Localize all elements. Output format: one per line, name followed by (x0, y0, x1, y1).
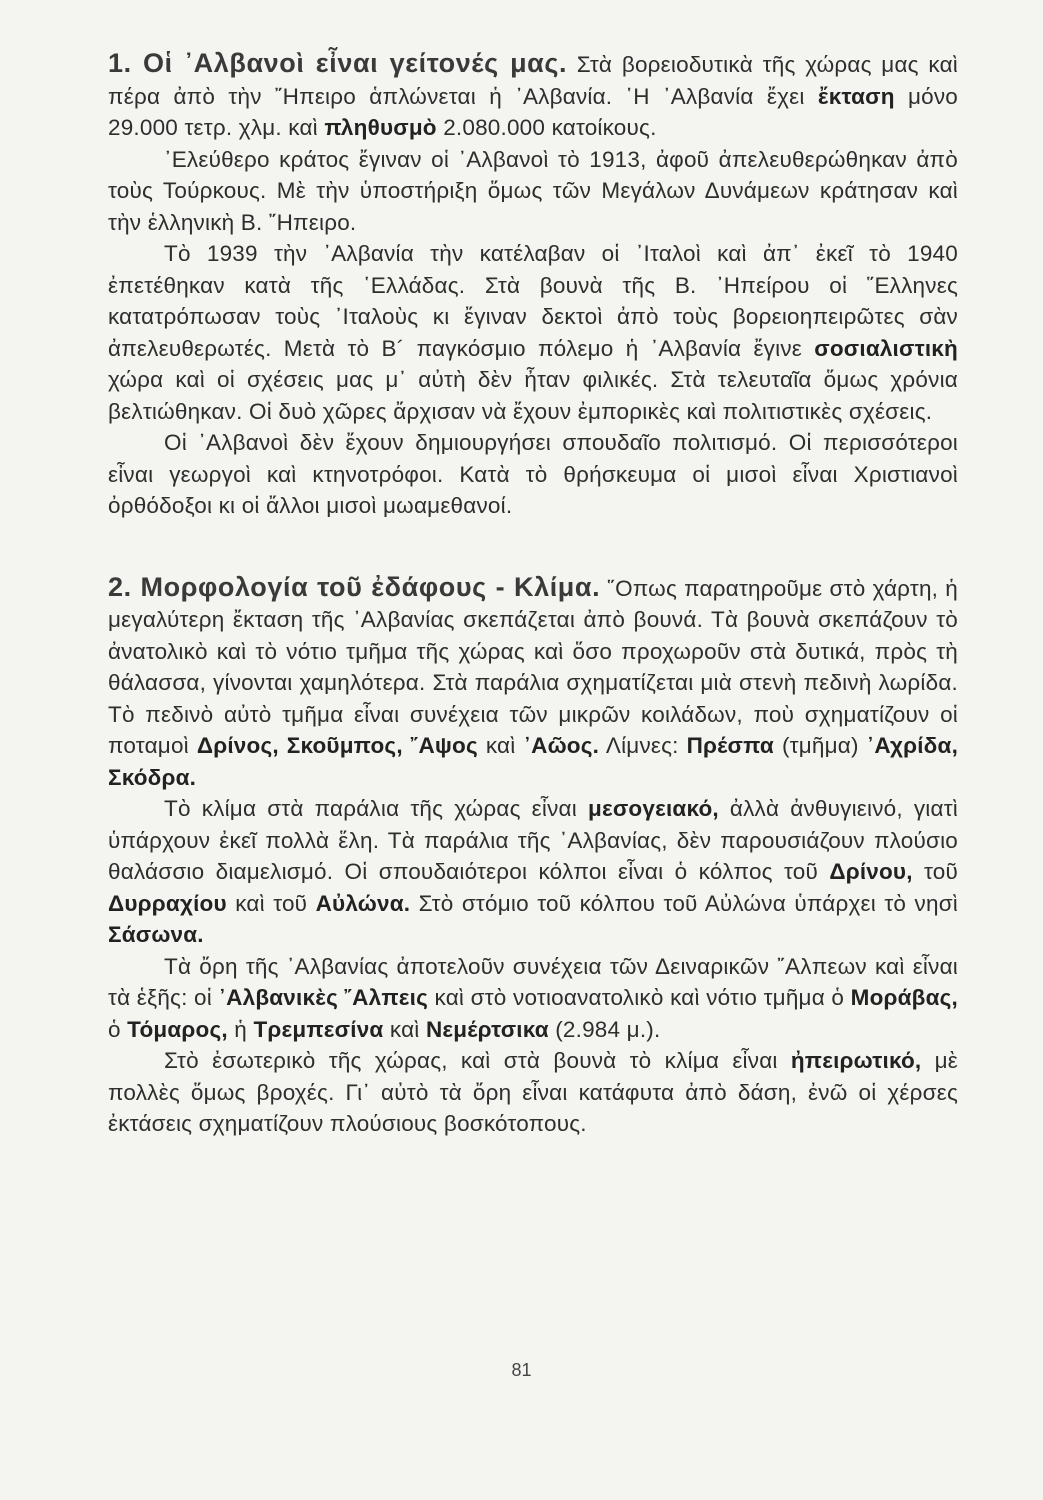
bold-term: Αὐλώνα. (315, 890, 411, 916)
section-albanians-neighbors (108, 48, 958, 522)
page-number: 81 (511, 1360, 532, 1380)
text-run: καὶ στὸ νοτιοανατολικὸ καὶ νότιο τμῆμα ὁ (428, 985, 851, 1010)
bold-term: μεσογειακό, (588, 796, 719, 821)
section2-relief-text (108, 576, 958, 790)
text-run: καὶ τοῦ (226, 890, 316, 916)
bold-term: Πρέσπα (686, 733, 774, 758)
text-run: 2.080.000 κατοίκους. (436, 115, 657, 140)
text-run: Λίμνες: (599, 733, 687, 758)
text-run: Στὰ βορειοδυτικὰ τῆς χώρας μας καὶ πέρα ἀπὸ τὴν ῎Ηπειρο ἁπλώνεται ἡ ᾿Αλβανία. ῾Η ᾿Αλβανία ἔχει (108, 52, 958, 109)
bold-term: Τρεμπεσίνα (253, 1016, 384, 1042)
page-body (108, 48, 958, 1140)
text-run: ἀλλὰ ἀνθυγιεινό, γιατὶ ὑπάρχουν ἐκεῖ πολλὰ ἕλη. Τὰ παράλια τῆς ᾿Αλβανίας, δὲν παρουσιάζουν πλούσιο θαλάσσιο διαμελισμό. Οἱ σπουδαιότεροι κόλποι εἶναι ὁ κόλπος τοῦ (108, 796, 958, 884)
text-run: μὲ πολλὲς ὅμως βροχές. Γι᾿ αὐτὸ τὰ ὄρη εἶναι κατάφυτα ἀπὸ δάση, ἐνῶ οἱ χέρσες ἐκτάσεις σχηματίζουν πλούσιους βοσκότοπους. (108, 1048, 958, 1136)
text-run: χώρα καὶ οἱ σχέσεις μας μ᾿ αὐτὴ δὲν ἦταν φιλικές. Στὰ τελευταῖα ὅμως χρόνια βελτιώθηκαν. Οἱ δυὸ χῶρες ἄρχισαν νὰ ἔχουν ἐμπορικὲς καὶ πολιτιστικὲς σχέσεις. (108, 367, 958, 424)
text-run: ὁ (108, 1016, 128, 1042)
text-run: καὶ (383, 1016, 426, 1042)
section1-paragraph-culture: Οἱ ᾿Αλβανοὶ δὲν ἔχουν δημιουργήσει σπουδαῖο πολιτισμό. Οἱ περισσότεροι εἶναι γεωργοὶ καὶ κτηνοτρόφοι. Κατὰ τὸ θρήσκευμα οἱ μισοὶ εἶναι Χριστιανοὶ ὀρθόδοξοι κι οἱ ἄλλοι μισοὶ μωαμεθανοί. (108, 430, 958, 518)
text-run: Τὸ κλίμα στὰ παράλια τῆς χώρας εἶναι (164, 796, 588, 821)
text-run: Τὸ 1939 τὴν ᾿Αλβανία τὴν κατέλαβαν οἱ ᾿Ιταλοὶ καὶ ἀπ᾿ ἐκεῖ τὸ 1940 ἐπετέθηκαν κατὰ τῆς ῾Ελλάδας. Στὰ βουνὰ τῆς Β. ᾿Ηπείρου οἱ ῞Ελληνες κατατρόπωσαν τοὺς ᾿Ιταλοὺς κι ἔγιναν δεκτοὶ ἀπὸ τοὺς βορειοηπειρῶτες σὰν ἀπελευθερωτές. Μετὰ τὸ Β´ παγκόσμιο πόλεμο ἡ ᾿Αλβανία ἔγινε (108, 241, 958, 361)
bold-term: ἔκταση (817, 83, 895, 109)
text-run: ῞Οπως παρατηροῦμε στὸ χάρτη, ἡ μεγαλύτερη ἔκταση τῆς ᾿Αλβανίας σκεπάζεται ἀπὸ βουνά. Τὰ βουνὰ σκεπάζουν τὸ ἀνατολικὸ καὶ τὸ νότιο τμῆμα τῆς χώρας καὶ ὅσο προχωροῦν στὰ δυτικά, πρὸς τὴ θάλασσα, γίνονται χαμηλότερα. Στὰ παράλια σχηματίζεται μιὰ στενὴ πεδινὴ λωρίδα. Τὸ πεδινὸ αὐτὸ τμῆμα εἶναι συνέχεια τῶν μικρῶν κοιλάδων, ποὺ σχηματίζουν οἱ ποταμοὶ (108, 575, 958, 758)
text-run: Τὰ ὄρη τῆς ᾿Αλβανίας ἀποτελοῦν συνέχεια τῶν Δειναρικῶν ῎Αλπεων καὶ εἶναι τὰ ἑξῆς: οἱ (108, 953, 958, 1010)
section2-paragraph-mountains (108, 951, 958, 1046)
section2-paragraph-relief (108, 572, 958, 794)
bold-term: Δρίνου, (829, 859, 913, 884)
section1-paragraph-independence: ᾿Ελεύθερο κράτος ἔγιναν οἱ ᾿Αλβανοὶ τὸ 1913, ἀφοῦ ἀπελευθερώθηκαν ἀπὸ τοὺς Τούρκους. Μὲ τὴν ὑποστήριξη ὅμως τῶν Μεγάλων Δυνάμεων κράτησαν καὶ τὴν ἑλληνικὴ Β. ῎Ηπειρο. (108, 146, 958, 235)
text-run: Στὸ στόμιο τοῦ κόλπου τοῦ Αὐλώνα ὑπάρχει τὸ νησὶ (410, 890, 958, 916)
bold-term: ᾿Αῶος. (523, 733, 600, 758)
bold-term: σοσιαλιστικὴ (814, 335, 958, 361)
text-run: τοῦ (912, 859, 958, 884)
bold-term: Δρίνος, Σκοῦμπος, ῎Αψος (196, 733, 478, 758)
text-run: Στὸ ἐσωτερικὸ τῆς χώρας, καὶ στὰ βουνὰ τὸ κλίμα εἶναι (164, 1048, 791, 1073)
section-morphology-climate (108, 572, 958, 1140)
section2-paragraph-interior-climate (108, 1045, 958, 1140)
bold-term: Νεμέρτσικα (425, 1016, 549, 1042)
text-run: (τμῆμα) (773, 733, 867, 758)
section1-paragraph-history (108, 238, 958, 427)
bold-term: ᾿Αχρίδα, Σκόδρα. (108, 733, 959, 790)
bold-term: Τόμαρος, (127, 1016, 228, 1042)
section1-heading: 1. Οἱ ᾿Αλβανοὶ εἶναι γείτονές μας. (108, 48, 568, 78)
section2-heading: 2. Μορφολογία τοῦ ἐδάφους - Κλίμα. (108, 571, 601, 602)
bold-term: ᾿Αλβανικὲς ῎Αλπεις (218, 985, 429, 1010)
text-run: (2.984 μ.). (548, 1016, 661, 1042)
bold-term: Σάσωνα. (108, 922, 204, 947)
section1-paragraph-intro (108, 48, 958, 144)
text-run: ἡ (227, 1016, 254, 1042)
bold-term: ἠπειρωτικό, (790, 1048, 922, 1073)
section2-paragraph-coast-climate (108, 793, 958, 951)
bold-term: Δυρραχίου (108, 890, 227, 916)
bold-term: πληθυσμὸ (324, 115, 437, 140)
bold-term: Μοράβας, (850, 985, 958, 1010)
text-run: μόνο 29.000 τετρ. χλμ. καὶ (108, 83, 958, 140)
text-run: καὶ (477, 733, 524, 758)
